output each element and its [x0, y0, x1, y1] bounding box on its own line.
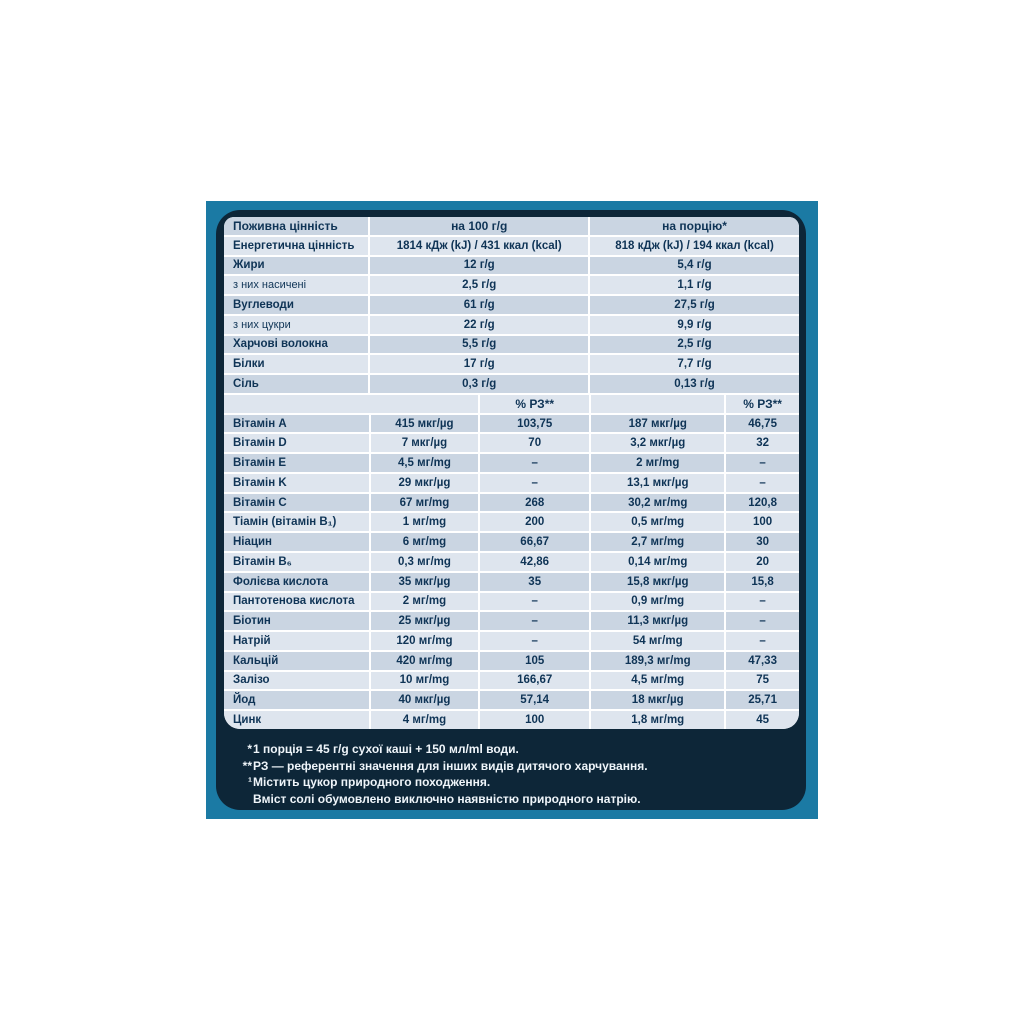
rz-portion: – — [726, 593, 799, 611]
table-row — [224, 533, 799, 551]
table-row — [224, 296, 799, 314]
rz-per100: 57,14 — [480, 691, 589, 709]
rz-per100: 166,67 — [480, 672, 589, 690]
vitamin-label: Вітамін D — [224, 434, 369, 452]
amount-per100: 2 мг/mg — [371, 593, 478, 611]
amount-per100: 6 мг/mg — [371, 533, 478, 551]
footnote-marker: * — [247, 742, 252, 756]
rz-portion: 25,71 — [726, 691, 799, 709]
amount-portion: 0,14 мг/mg — [591, 553, 724, 571]
vitamin-label: Вітамін B₆ — [224, 553, 369, 571]
vitamin-label: Йод — [224, 691, 369, 709]
amount-portion: 2 мг/mg — [591, 454, 724, 472]
rz-per100: 200 — [480, 513, 589, 531]
amount-portion: 187 мкг/µg — [591, 415, 724, 433]
teal-frame — [206, 201, 818, 819]
rz-portion: 32 — [726, 434, 799, 452]
value-per100: 5,5 г/g — [370, 336, 588, 354]
table-row — [224, 632, 799, 650]
rz-portion: 120,8 — [726, 494, 799, 512]
amount-portion: 15,8 мкг/µg — [591, 573, 724, 591]
rz-per100: – — [480, 593, 589, 611]
table-row — [224, 691, 799, 709]
amount-per100: 35 мкг/µg — [371, 573, 478, 591]
rz-portion: 46,75 — [726, 415, 799, 433]
amount-per100: 1 мг/mg — [371, 513, 478, 531]
footnotes — [238, 741, 796, 807]
table-row — [224, 355, 799, 373]
rz-per100: 42,86 — [480, 553, 589, 571]
value-per100: 61 г/g — [370, 296, 588, 314]
rz-portion: – — [726, 612, 799, 630]
vitamin-label: Біотин — [224, 612, 369, 630]
table-row — [224, 513, 799, 531]
amount-portion: 3,2 мкг/µg — [591, 434, 724, 452]
amount-per100: 67 мг/mg — [371, 494, 478, 512]
nutrient-label: Енергетична цінність — [224, 237, 368, 255]
amount-portion: 54 мг/mg — [591, 632, 724, 650]
amount-portion: 11,3 мкг/µg — [591, 612, 724, 630]
value-portion: 818 кДж (kJ) / 194 ккал (kcal) — [590, 237, 799, 255]
vitamin-label: Пантотенова кислота — [224, 593, 369, 611]
rz-portion: 47,33 — [726, 652, 799, 670]
amount-portion: 0,9 мг/mg — [591, 593, 724, 611]
table-row — [224, 474, 799, 492]
header-per100: на 100 г/g — [370, 217, 588, 235]
value-portion: 2,5 г/g — [590, 336, 799, 354]
footnote-line — [238, 774, 796, 791]
value-portion: 1,1 г/g — [590, 276, 799, 294]
amount-per100: 0,3 мг/mg — [371, 553, 478, 571]
rz-per100: – — [480, 454, 589, 472]
table-row — [224, 711, 799, 729]
rz-portion: 15,8 — [726, 573, 799, 591]
rz-portion: 30 — [726, 533, 799, 551]
table-row — [224, 237, 799, 255]
table-row — [224, 652, 799, 670]
nutrient-label: Жири — [224, 257, 368, 275]
footnote-text: Містить цукор природного походження. — [253, 775, 491, 789]
amount-portion: 13,1 мкг/µg — [591, 474, 724, 492]
footnote-line — [238, 758, 796, 775]
table-row — [224, 316, 799, 334]
amount-per100: 4 мг/mg — [371, 711, 478, 729]
value-per100: 1814 кДж (kJ) / 431 ккал (kcal) — [370, 237, 588, 255]
rz-per100: – — [480, 612, 589, 630]
rz-row-empty-mid — [591, 395, 724, 413]
value-portion: 0,13 г/g — [590, 375, 799, 393]
value-per100: 17 г/g — [370, 355, 588, 373]
table-row — [224, 257, 799, 275]
table-row — [224, 553, 799, 571]
value-portion: 27,5 г/g — [590, 296, 799, 314]
amount-portion: 0,5 мг/mg — [591, 513, 724, 531]
table-row — [224, 612, 799, 630]
vitamin-label: Вітамін A — [224, 415, 369, 433]
vitamin-label: Вітамін C — [224, 494, 369, 512]
vitamin-label: Залізо — [224, 672, 369, 690]
rz-portion: 75 — [726, 672, 799, 690]
rz-portion: – — [726, 474, 799, 492]
rz-per100: 100 — [480, 711, 589, 729]
table-row — [224, 395, 799, 413]
footnote-text: РЗ — референтні значення для інших видів дитячого харчування. — [253, 758, 648, 773]
nutrient-label: Харчові волокна — [224, 336, 368, 354]
table-row — [224, 434, 799, 452]
footnote-text: 1 порція = 45 г/g сухої каші + 150 мл/ml води. — [253, 742, 519, 756]
footnote-line — [238, 741, 796, 758]
amount-portion: 2,7 мг/mg — [591, 533, 724, 551]
footnote-marker: ** — [242, 758, 252, 773]
value-per100: 22 г/g — [370, 316, 588, 334]
footnote-marker: ¹ — [248, 775, 252, 789]
nutrition-table — [224, 217, 799, 729]
rz-per100: 70 — [480, 434, 589, 452]
footnote-line — [238, 791, 796, 808]
amount-per100: 29 мкг/µg — [371, 474, 478, 492]
nutrient-label: Сіль — [224, 375, 368, 393]
header-label: Поживна цінність — [224, 217, 368, 235]
nutrient-label: Білки — [224, 355, 368, 373]
rz-per100: 103,75 — [480, 415, 589, 433]
rz-per100: 268 — [480, 494, 589, 512]
table-row — [224, 375, 799, 393]
vitamin-label: Вітамін E — [224, 454, 369, 472]
nutrient-label: з них насичені — [224, 276, 368, 294]
table-row — [224, 593, 799, 611]
rz-portion: – — [726, 454, 799, 472]
header-portion: на порцію* — [590, 217, 799, 235]
vitamin-label: Фолієва кислота — [224, 573, 369, 591]
value-per100: 0,3 г/g — [370, 375, 588, 393]
value-per100: 2,5 г/g — [370, 276, 588, 294]
rz-per100: – — [480, 474, 589, 492]
table-row — [224, 494, 799, 512]
value-per100: 12 г/g — [370, 257, 588, 275]
rz-portion: 100 — [726, 513, 799, 531]
nutrient-label: з них цукри — [224, 316, 368, 334]
value-portion: 9,9 г/g — [590, 316, 799, 334]
vitamin-label: Цинк — [224, 711, 369, 729]
amount-per100: 4,5 мг/mg — [371, 454, 478, 472]
vitamin-label: Вітамін K — [224, 474, 369, 492]
value-portion: 5,4 г/g — [590, 257, 799, 275]
nutrition-panel — [216, 210, 806, 810]
amount-per100: 415 мкг/µg — [371, 415, 478, 433]
vitamin-label: Ніацин — [224, 533, 369, 551]
rz-portion: – — [726, 632, 799, 650]
amount-portion: 1,8 мг/mg — [591, 711, 724, 729]
table-row — [224, 672, 799, 690]
amount-per100: 40 мкг/µg — [371, 691, 478, 709]
rz-portion: 20 — [726, 553, 799, 571]
rz-per100: 35 — [480, 573, 589, 591]
rz-portion: 45 — [726, 711, 799, 729]
nutrient-label: Вуглеводи — [224, 296, 368, 314]
amount-per100: 25 мкг/µg — [371, 612, 478, 630]
amount-per100: 10 мг/mg — [371, 672, 478, 690]
amount-portion: 18 мкг/µg — [591, 691, 724, 709]
rz-per100: – — [480, 632, 589, 650]
value-portion: 7,7 г/g — [590, 355, 799, 373]
rz-header-portion: % РЗ** — [726, 395, 799, 413]
rz-per100: 105 — [480, 652, 589, 670]
amount-portion: 189,3 мг/mg — [591, 652, 724, 670]
table-row — [224, 336, 799, 354]
amount-portion: 30,2 мг/mg — [591, 494, 724, 512]
vitamin-label: Натрій — [224, 632, 369, 650]
amount-per100: 120 мг/mg — [371, 632, 478, 650]
vitamin-label: Тіамін (вітамін B₁) — [224, 513, 369, 531]
table-row — [224, 415, 799, 433]
table-row — [224, 454, 799, 472]
amount-per100: 420 мг/mg — [371, 652, 478, 670]
footnote-text: Вміст солі обумовлено виключно наявністю природного натрію. — [253, 791, 641, 806]
vitamin-label: Кальцій — [224, 652, 369, 670]
rz-row-empty-left — [224, 395, 478, 413]
table-row — [224, 276, 799, 294]
table-row — [224, 217, 799, 235]
rz-per100: 66,67 — [480, 533, 589, 551]
table-row — [224, 573, 799, 591]
amount-per100: 7 мкг/µg — [371, 434, 478, 452]
footnote-marker — [238, 791, 252, 808]
amount-portion: 4,5 мг/mg — [591, 672, 724, 690]
rz-header-per100: % РЗ** — [480, 395, 589, 413]
